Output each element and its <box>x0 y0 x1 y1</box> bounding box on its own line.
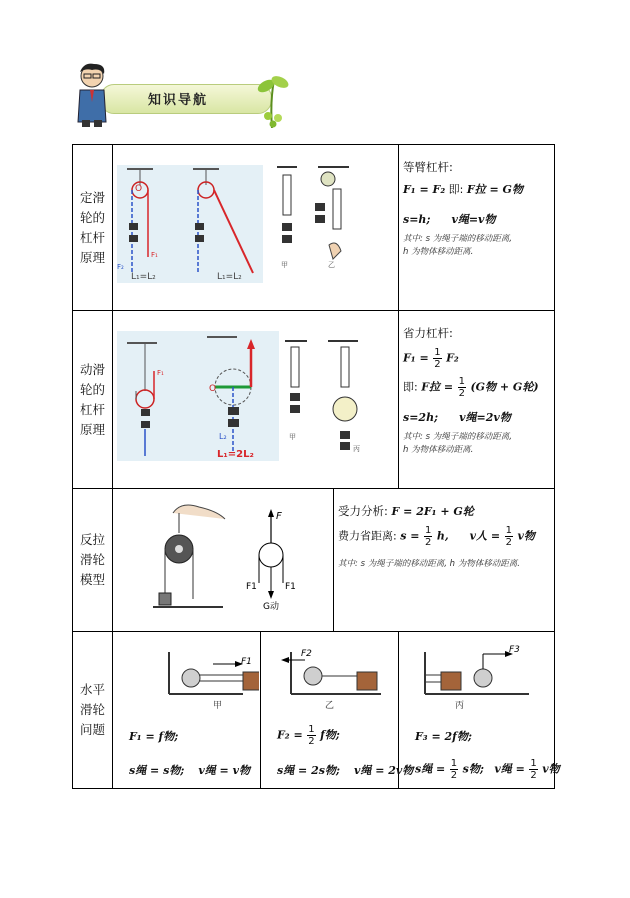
row-reverse-pulley <box>73 489 555 632</box>
equation: s=2h; <box>403 411 439 424</box>
horizontal-diagram <box>261 632 407 708</box>
equation: h, <box>436 529 449 543</box>
equation: F₁ = <box>403 351 429 365</box>
equation: v物 <box>542 762 560 776</box>
equation: F = 2F₁ + G轮 <box>391 505 474 518</box>
pivot-label: O <box>209 384 217 394</box>
equation: s物; <box>462 762 484 776</box>
pivot-label: O <box>135 184 143 194</box>
movable-pulley-diagram <box>113 311 397 484</box>
caption-jia: 甲 <box>281 261 288 269</box>
label-line: 杠杆 <box>79 229 105 245</box>
force-label: F <box>276 511 282 522</box>
note: 其中: s 为绳子端的移动距离, h 为物体移动距离. <box>338 559 520 569</box>
equation: v绳 = v物 <box>198 764 250 777</box>
horizontal-cell-bing <box>399 632 560 789</box>
force-tag: F1 <box>241 657 252 667</box>
equation: (G物 + G轮) <box>470 380 539 394</box>
fraction-num: 1 <box>458 376 465 387</box>
row-label-reverse <box>73 489 113 632</box>
fixed-pulley-text <box>399 145 555 311</box>
horizontal-diagram <box>113 632 259 708</box>
movable-pulley-figure-cell <box>113 311 399 489</box>
equation: F₁ = F₂ <box>403 183 446 196</box>
force-label: F₁ <box>157 369 164 377</box>
fraction <box>424 525 432 548</box>
equation-line <box>277 724 340 747</box>
equation: v人 = <box>469 529 501 543</box>
equation: s绳 = 2s物; <box>277 764 340 777</box>
equation: v绳 = 2v物 <box>353 764 414 777</box>
fraction-num: 1 <box>424 525 432 536</box>
fraction-num: 1 <box>505 525 512 536</box>
equation: F拉 = G物 <box>466 183 523 196</box>
note-line: 其中: s 为绳子端的移动距离, <box>403 234 512 244</box>
fraction <box>458 376 466 399</box>
force-label: F₁ <box>151 251 158 259</box>
fraction-den: 2 <box>458 388 465 399</box>
equation-line <box>403 211 550 227</box>
movable-pulley-text <box>399 311 555 489</box>
caption: 甲 <box>213 701 223 711</box>
caption: 丙 <box>455 701 465 711</box>
fixed-pulley-figure-cell <box>113 145 399 311</box>
hand-icon <box>173 505 225 519</box>
force-label: F₂ <box>117 263 124 271</box>
equation: v绳 = <box>494 762 525 776</box>
caption-jia: 甲 <box>289 433 296 441</box>
equation-line <box>415 758 560 781</box>
label-line: 动滑 <box>79 361 105 377</box>
equation-line <box>403 409 550 425</box>
force-label: G动 <box>263 602 279 612</box>
section-banner <box>72 62 290 128</box>
label-line: 杠杆 <box>79 401 105 417</box>
horizontal-cell-jia <box>113 632 261 789</box>
banner-title: 知识导航 <box>148 93 209 108</box>
note <box>403 431 550 457</box>
fraction-num: 1 <box>450 758 458 769</box>
equation: v物 <box>517 529 535 543</box>
label-line: 原理 <box>79 249 105 265</box>
fraction <box>505 525 513 548</box>
equation: F₂ = <box>277 728 303 742</box>
equation: s = <box>400 529 420 543</box>
equation: F拉 = <box>421 380 454 394</box>
equation-line <box>129 728 178 744</box>
equation-line <box>338 503 550 519</box>
equation-label: 费力省距离: <box>338 529 397 543</box>
equation: F₁ = f物; <box>129 730 179 743</box>
fraction <box>529 758 537 781</box>
note-line: 其中: s 为绳子端的移动距离, <box>403 432 512 442</box>
equation-line <box>403 376 550 399</box>
fraction-den: 2 <box>530 770 537 781</box>
reverse-pulley-text <box>334 489 555 632</box>
equation-line <box>403 347 550 370</box>
equation: F₃ = 2f物; <box>415 730 472 743</box>
fraction-den: 2 <box>424 537 432 548</box>
row-label-movable <box>73 311 113 489</box>
note <box>403 233 550 259</box>
label-line: 滑轮 <box>79 702 105 717</box>
label-line: 滑轮 <box>79 552 105 567</box>
leaf-decoration-icon <box>254 72 290 128</box>
equation: f物; <box>320 728 340 742</box>
equation: F₂ <box>446 351 459 365</box>
force-label: F1 <box>246 582 257 592</box>
equation: v绳=2v物 <box>459 411 511 424</box>
fraction-den: 2 <box>505 537 512 548</box>
caption-yi: 乙 <box>328 261 335 269</box>
lever-type: 等臂杠杆: <box>403 160 453 174</box>
reverse-pulley-figure-cell <box>113 489 334 632</box>
row-label-fixed <box>73 145 113 311</box>
force-label: F1 <box>285 582 296 592</box>
reverse-pulley-diagram <box>113 489 334 627</box>
row-horizontal-pulley <box>73 632 555 789</box>
label-line: 定滑 <box>79 189 105 205</box>
row-movable-pulley <box>73 311 555 489</box>
fraction-num: 1 <box>434 347 441 358</box>
equation: s=h; <box>403 213 431 226</box>
arm-label: L₂ <box>219 432 227 441</box>
equation-line <box>403 181 550 197</box>
equation: s绳 = s物; <box>129 764 185 777</box>
fraction <box>307 724 315 747</box>
equation-sep: 即: <box>448 183 464 196</box>
arm-label: L₁=L₂ <box>217 272 242 282</box>
lever-type: 省力杠杆: <box>403 326 453 340</box>
force-tag: F3 <box>509 645 520 655</box>
label-line: 问题 <box>79 722 105 737</box>
row-label-horizontal <box>73 632 113 789</box>
fraction <box>450 758 458 781</box>
fraction-den: 2 <box>450 770 458 781</box>
arm-label: L₁=L₂ <box>131 272 156 282</box>
equation-sep: 即: <box>403 380 418 394</box>
horizontal-cell-yi <box>261 632 414 789</box>
cartoon-teacher-icon <box>72 62 112 128</box>
fraction-num: 1 <box>308 724 315 735</box>
label-line: 原理 <box>79 421 105 437</box>
equation-line <box>338 525 550 548</box>
arm-label: L₁=2L₂ <box>217 449 254 460</box>
equation-label: 受力分析: <box>338 504 388 518</box>
fraction <box>433 347 441 370</box>
fraction-num: 1 <box>530 758 537 769</box>
horizontal-diagram <box>399 632 555 708</box>
equation-line <box>277 762 413 778</box>
row-fixed-pulley <box>73 145 555 311</box>
caption: 乙 <box>325 701 335 711</box>
knowledge-table <box>72 144 560 789</box>
fraction-den: 2 <box>434 359 441 370</box>
force-tag: F2 <box>301 649 312 659</box>
equation: v绳=v物 <box>451 213 496 226</box>
label-line: 轮的 <box>79 209 105 225</box>
equation: s绳 = <box>415 762 446 776</box>
note-line: h 为物体移动距离. <box>403 445 474 455</box>
diagram-panel <box>117 331 279 461</box>
fraction-den: 2 <box>308 736 315 747</box>
note-line: h 为物体移动距离. <box>403 247 474 257</box>
label-line: 模型 <box>79 572 105 587</box>
label-line: 水平 <box>79 682 105 697</box>
label-line: 反拉 <box>79 532 105 547</box>
fixed-pulley-diagram <box>113 145 397 306</box>
caption-bing: 丙 <box>353 445 360 453</box>
equation-line <box>129 762 250 778</box>
label-line: 轮的 <box>79 381 105 397</box>
equation-line <box>415 728 472 744</box>
